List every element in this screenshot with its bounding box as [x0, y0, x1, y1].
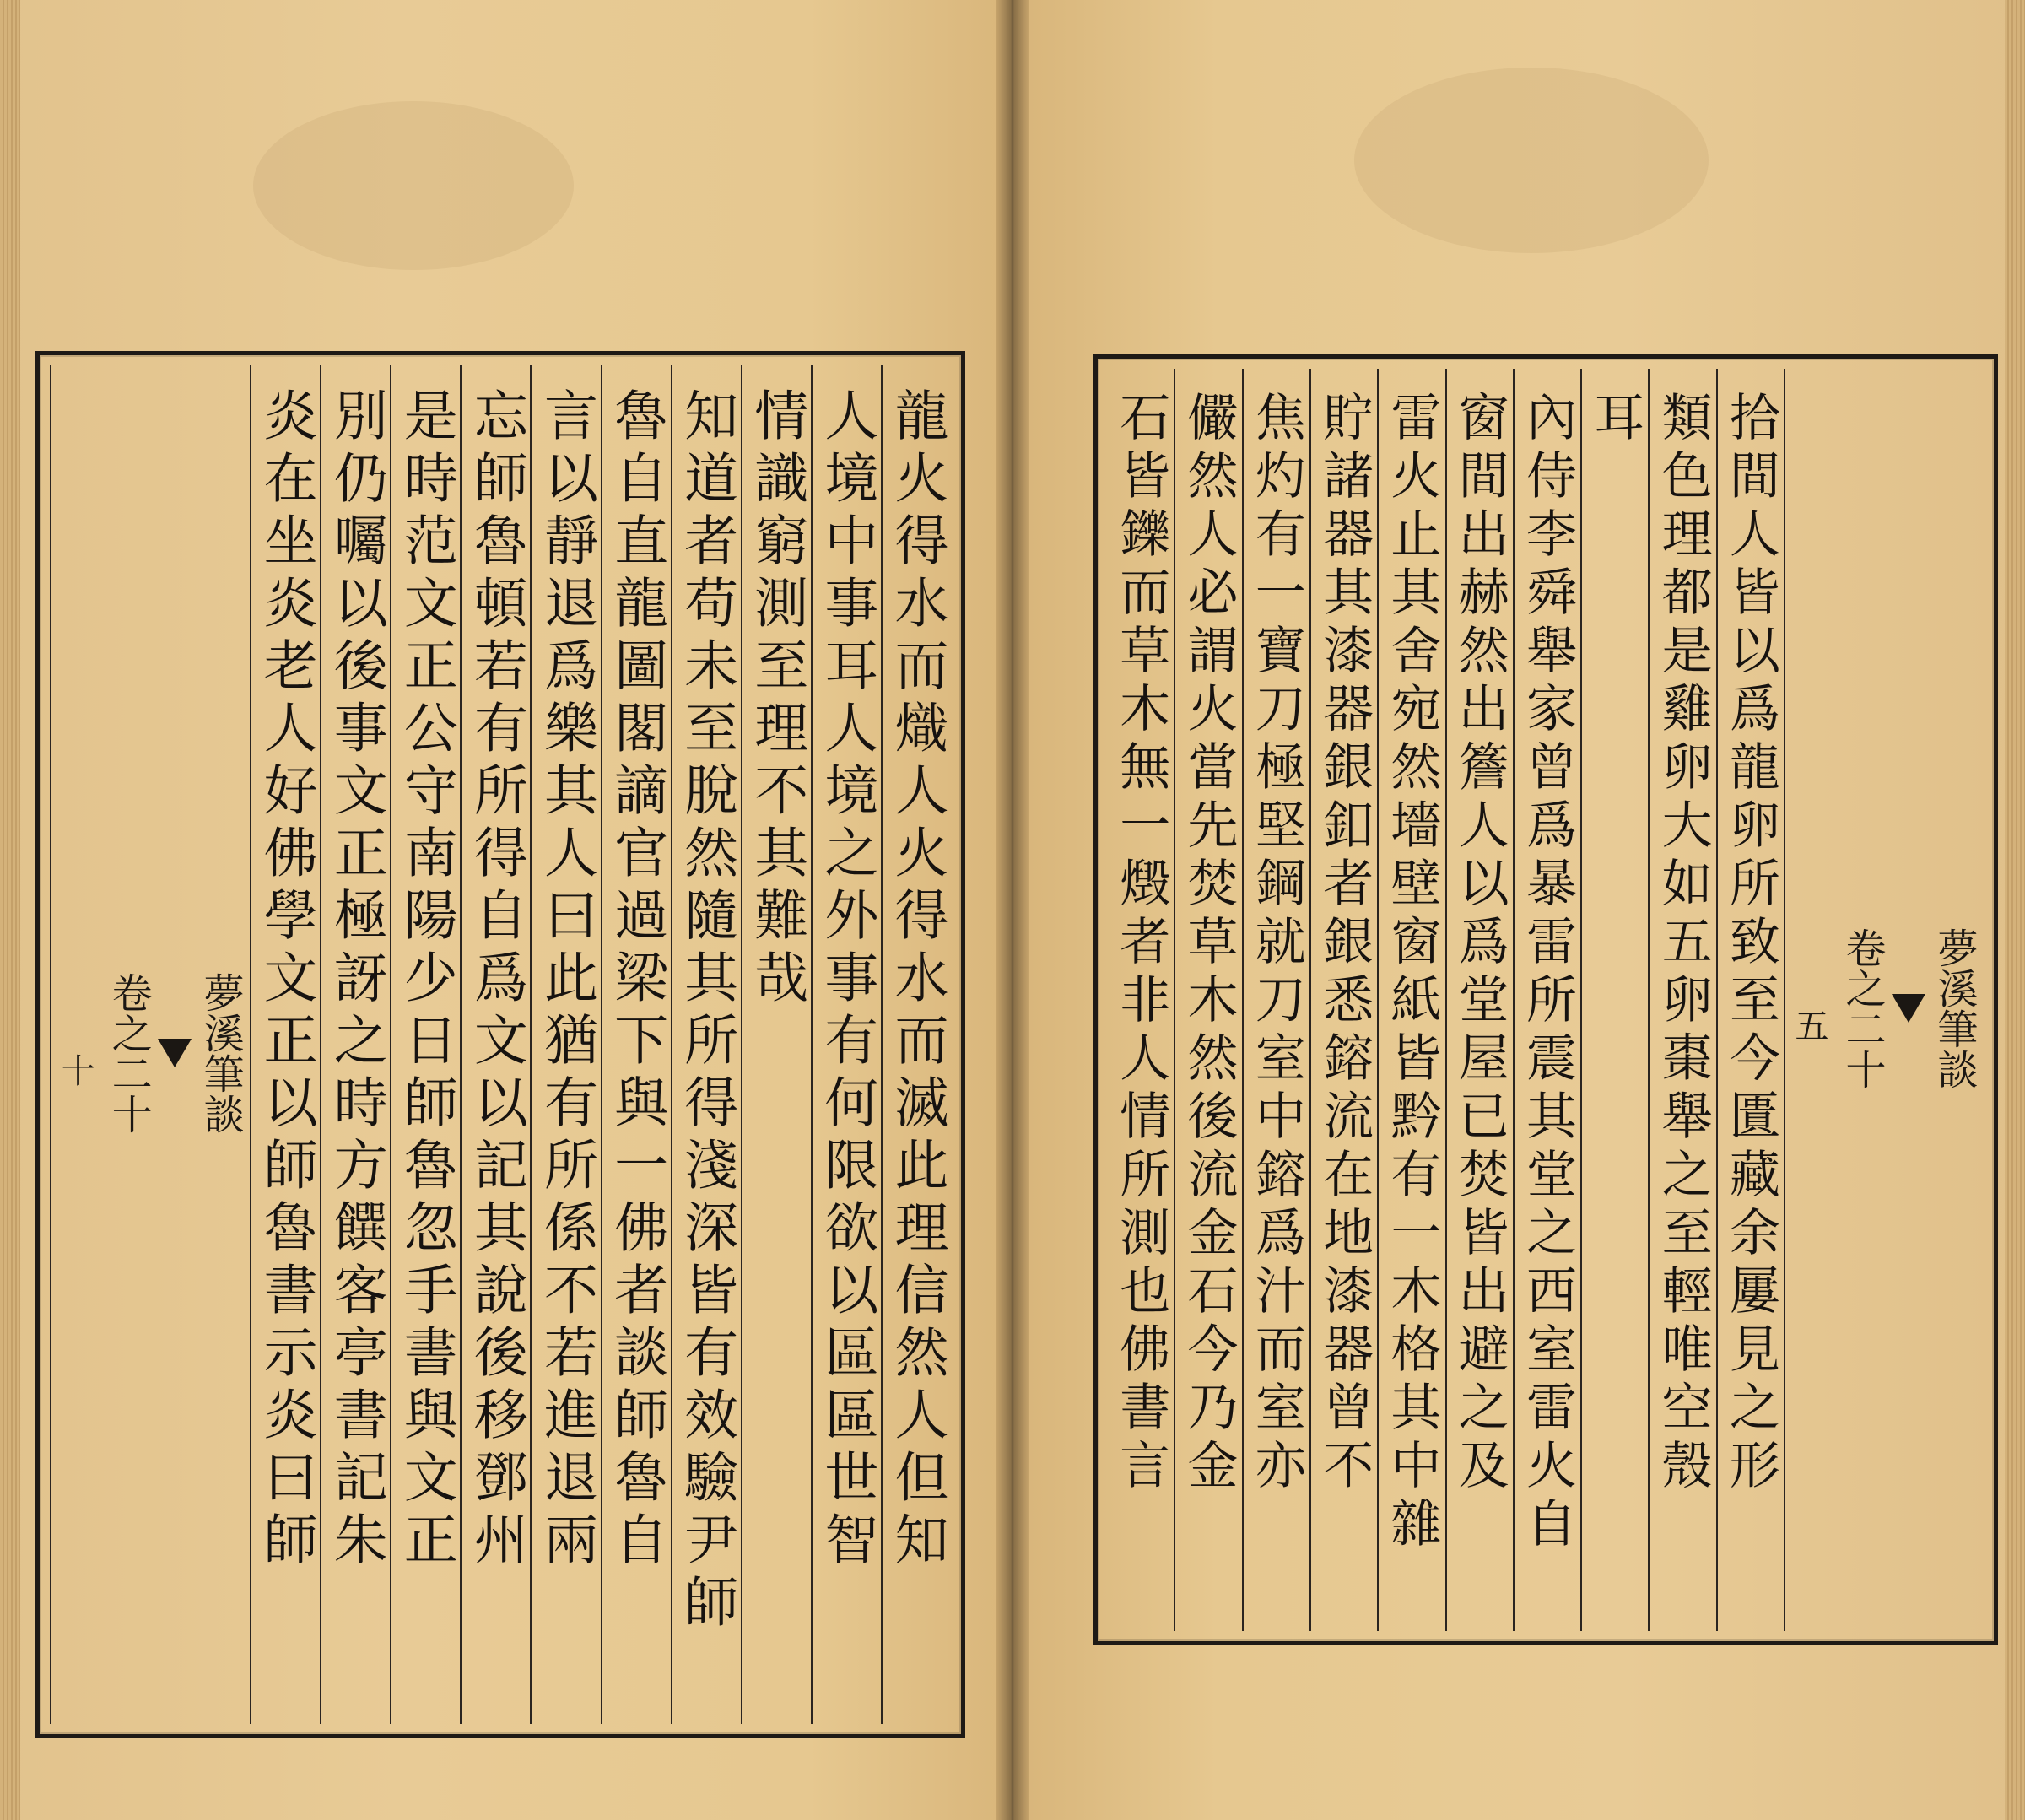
- text-column: 雷火止其舍宛然墻壁窗紙皆黔有一木格其中雜: [1377, 369, 1444, 1631]
- right-page-edges: [2005, 0, 2025, 1820]
- paper-stain: [253, 101, 574, 270]
- text-column: 是時范文正公守南陽少日師魯忽手書與文正: [390, 365, 460, 1724]
- book-gutter: [996, 0, 1029, 1820]
- fishtail-mark-icon: [158, 1039, 192, 1067]
- right-columns: [1108, 369, 1984, 1631]
- text-column: 炎在坐炎老人好佛學文正以師魯書示炎曰師: [250, 365, 320, 1724]
- banxin-title: 夢溪筆談: [197, 972, 245, 1134]
- text-column: 貯諸器其漆器銀釦者銀悉鎔流在地漆器曾不: [1310, 369, 1377, 1631]
- left-page-edges: [0, 0, 20, 1820]
- left-text-frame: [35, 351, 965, 1738]
- left-page: [0, 0, 1008, 1820]
- text-column: 人境中事耳人境之外事有何限欲以區區世智: [811, 365, 881, 1724]
- fishtail-mark-icon: [1892, 994, 1925, 1023]
- banxin-volume: 卷之二十: [1839, 927, 1886, 1089]
- banxin-page-number: 五: [1790, 1008, 1828, 1042]
- text-column: 言以靜退爲樂其人曰此猶有所係不若進退兩: [530, 365, 600, 1724]
- banxin-title: 夢溪筆談: [1930, 927, 1978, 1089]
- text-column: 儼然人必謂火當先焚草木然後流金石今乃金: [1174, 369, 1241, 1631]
- text-column: 別仍囑以後事文正極訝之時方饌客亭書記朱: [320, 365, 390, 1724]
- text-column: 情識窮測至理不其難哉: [741, 365, 811, 1724]
- text-column: 內侍李舜舉家曾爲暴雷所震其堂之西室雷火自: [1513, 369, 1580, 1631]
- paper-stain: [1354, 68, 1709, 253]
- text-column: 龍火得水而熾人火得水而滅此理信然人但知: [881, 365, 951, 1724]
- banxin-page-number: 十: [56, 1053, 95, 1087]
- banxin-margin: [1784, 369, 1984, 1631]
- text-column: 石皆鑠而草木無一燬者非人情所測也佛書言: [1111, 391, 1171, 1497]
- text-column: 類色理都是雞卵大如五卵棗舉之至輕唯空殼: [1648, 369, 1715, 1631]
- text-column: 窗間出赫然出簷人以爲堂屋已焚皆出避之及: [1445, 369, 1513, 1631]
- left-columns: [50, 365, 951, 1724]
- text-column: 耳: [1580, 369, 1648, 1631]
- text-column: 拾間人皆以爲龍卵所致至今匱藏余屢見之形: [1716, 369, 1784, 1631]
- text-column: 知道者苟未至脫然隨其所得淺深皆有效驗尹師: [671, 365, 741, 1724]
- banxin-volume: 卷之二十: [105, 972, 153, 1134]
- banxin-margin: [50, 365, 250, 1724]
- right-text-frame: [1094, 354, 1998, 1645]
- text-column: 魯自直龍圖閣謫官過梁下與一佛者談師魯自: [601, 365, 671, 1724]
- text-column: 焦灼有一寶刀極堅鋼就刀室中鎔爲汁而室亦: [1242, 369, 1310, 1631]
- right-page: [1017, 0, 2025, 1820]
- text-column: 忘師魯頓若有所得自爲文以記其說後移鄧州: [460, 365, 530, 1724]
